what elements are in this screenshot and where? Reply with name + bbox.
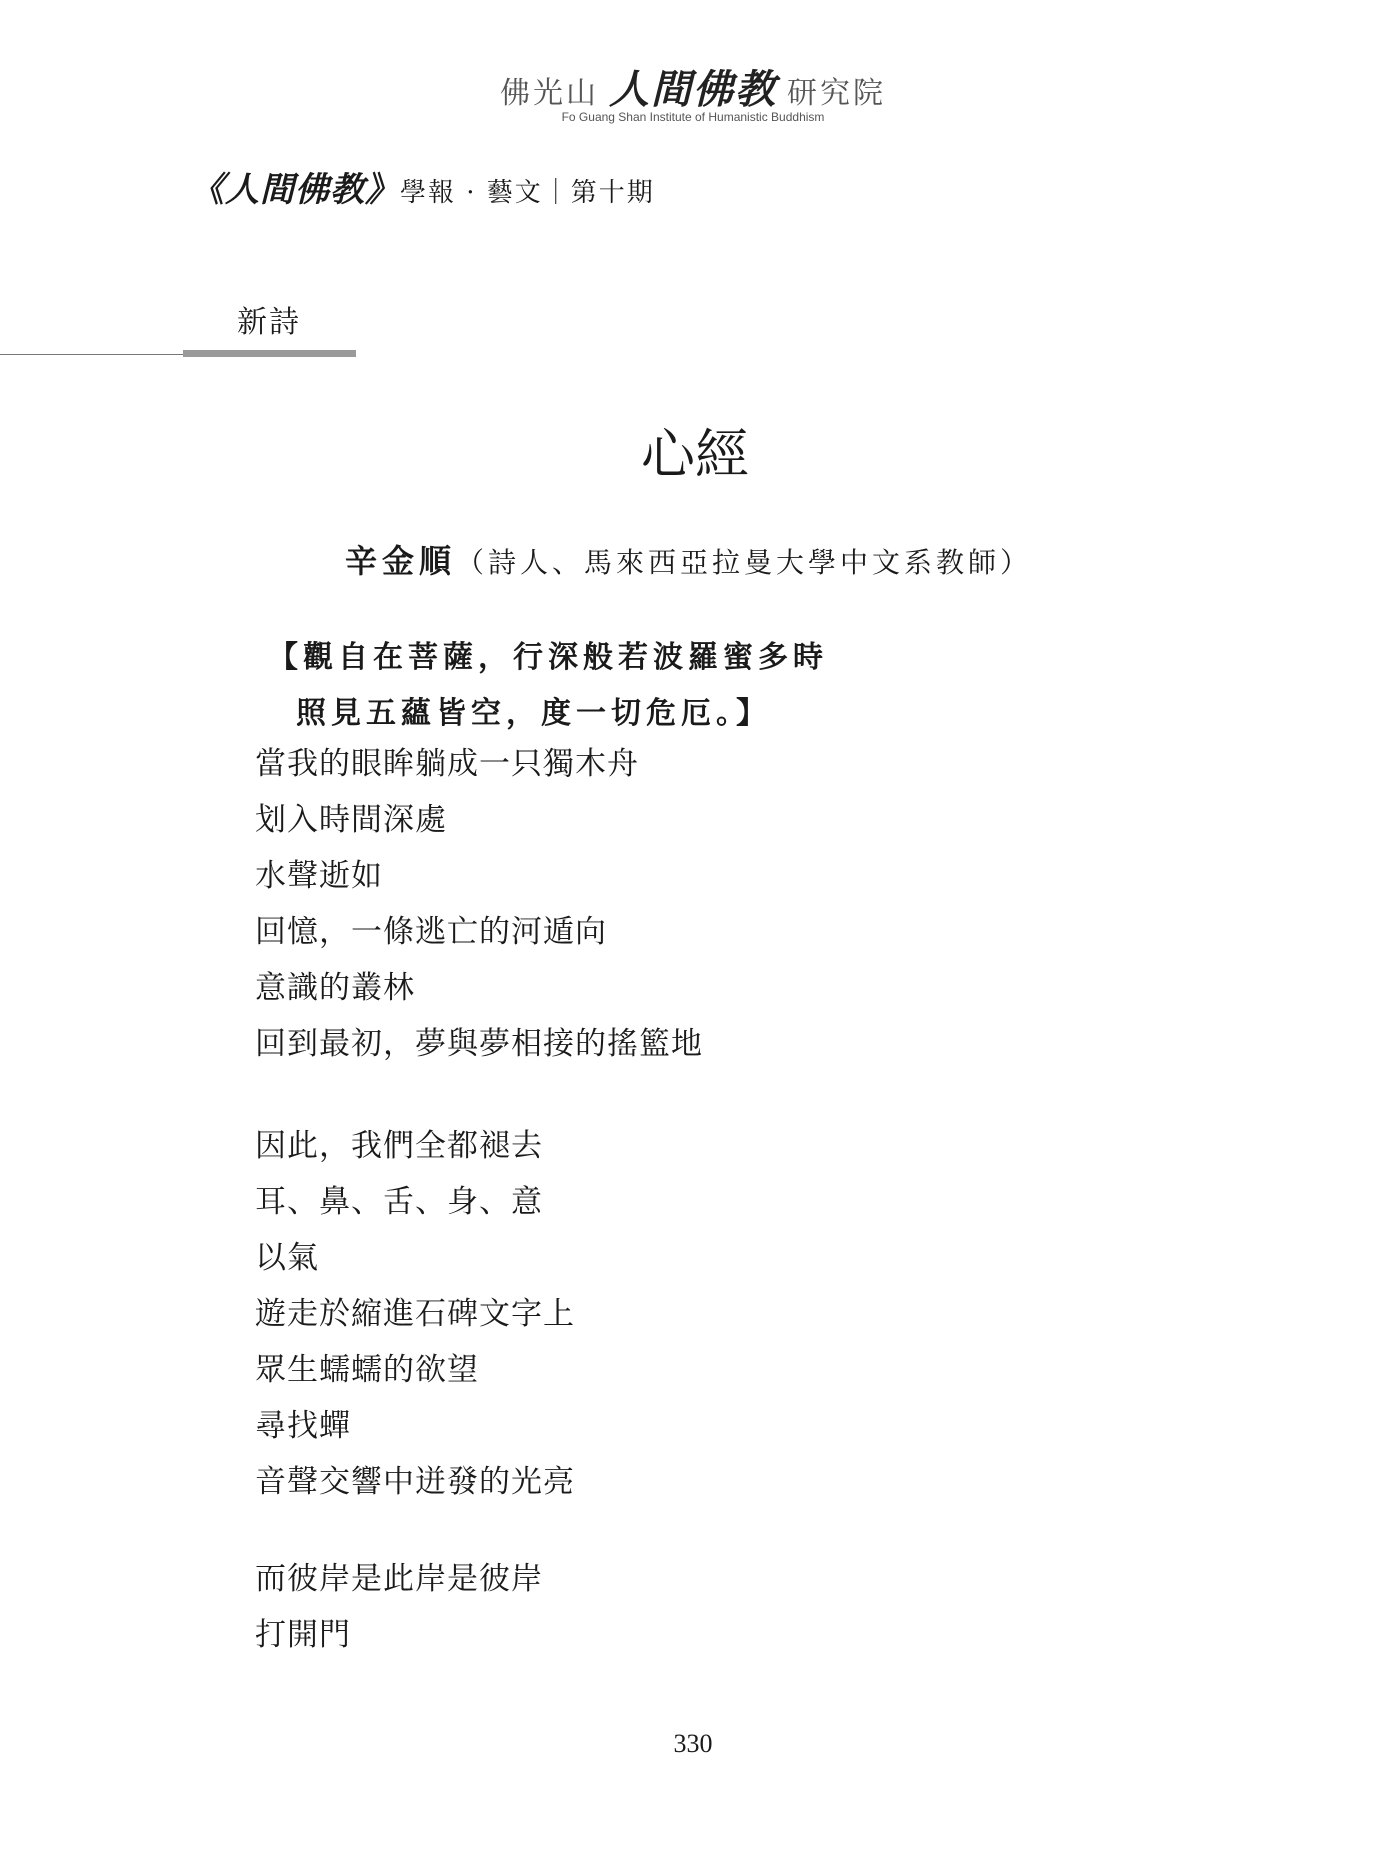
poem-line: 以氣 (255, 1240, 319, 1275)
poem-line: 水聲逝如 (255, 858, 383, 893)
page-number: 330 (673, 1729, 713, 1758)
institute-calligraphy-mark: 人間佛教 (609, 66, 777, 113)
poem-title: 心經 (641, 423, 749, 486)
poem-line: 眾生蠕蠕的欲望 (255, 1352, 479, 1387)
poem-line: 打開門 (255, 1617, 351, 1652)
sutra-line: 照見五蘊皆空，度一切危厄。】 (296, 696, 771, 731)
poem-line: 回到最初，夢與夢相接的搖籃地 (255, 1026, 703, 1061)
institute-header (0, 58, 1386, 115)
institute-logo (500, 58, 886, 115)
journal-issue: 學報 · 藝文｜第十期 (400, 178, 655, 208)
section-label: 新詩 (237, 305, 301, 340)
institute-english-name: Fo Guang Shan Institute of Humanistic Buddhism (561, 110, 825, 124)
institute-name-left: 佛光山 (500, 76, 599, 111)
running-header (190, 162, 655, 211)
poem-line: 回憶，一條逃亡的河遁向 (255, 914, 607, 949)
byline (345, 536, 1032, 582)
poem-line: 遊走於縮進石碑文字上 (255, 1296, 575, 1331)
poem-line: 當我的眼眸躺成一只獨木舟 (255, 746, 639, 781)
author-note: （詩人、馬來西亞拉曼大學中文系教師） (456, 546, 1033, 579)
author-name: 辛金順 (345, 542, 457, 580)
poem-line: 因此，我們全都褪去 (255, 1128, 543, 1163)
poem-line: 划入時間深處 (255, 802, 447, 837)
poem-line: 音聲交響中迸發的光亮 (255, 1464, 575, 1499)
poem-line: 耳、鼻、舌、身、意 (255, 1184, 543, 1219)
stanza-1 (255, 736, 703, 1072)
sutra-line: 【觀自在菩薩，行深般若波羅蜜多時 (268, 640, 828, 675)
stanza-3 (255, 1551, 543, 1663)
journal-name: 《人間佛教》 (190, 170, 400, 210)
poem-line: 尋找蟬 (255, 1408, 351, 1443)
section-rule-accent (183, 350, 356, 357)
poem-line: 意識的叢林 (255, 970, 415, 1005)
stanza-2 (255, 1118, 575, 1510)
institute-name-right: 研究院 (787, 76, 886, 111)
sutra-epigraph (268, 630, 828, 742)
poem-line: 而彼岸是此岸是彼岸 (255, 1561, 543, 1596)
